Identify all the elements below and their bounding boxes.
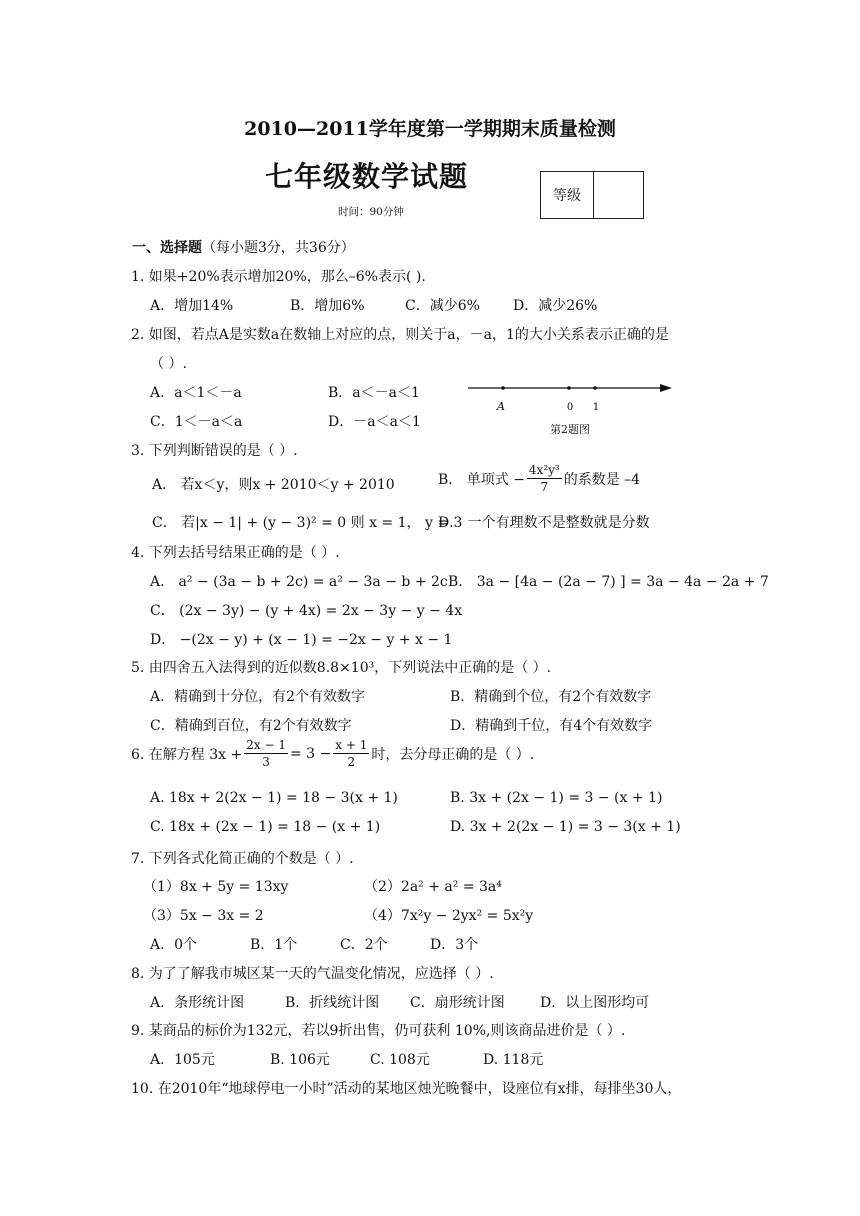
point-one-label: 1 [592, 402, 600, 413]
q2-option-c: C．1＜－a＜a [150, 414, 243, 430]
q5-option-c: C．精确到百位，有2个有效数字 [150, 718, 352, 734]
q9-option-d: D. 118元 [483, 1052, 544, 1068]
q5-option-a: A．精确到十分位，有2个有效数字 [150, 689, 366, 705]
q10-stem: 10. 在2010年“地球停电一小时”活动的某地区烛光晚餐中，设座位有x排，每排坐30人， [131, 1081, 682, 1097]
q3-stem: 3. 下列判断错误的是（ ）. [131, 443, 298, 459]
q1-stem: 1. 如果+20%表示增加20%，那么–6%表示( ). [131, 269, 426, 285]
q7-stem: 7. 下列各式化简正确的个数是（ ）. [131, 851, 354, 867]
q8-option-c: C．扇形统计图 [410, 995, 505, 1011]
point-one-dot [593, 386, 597, 390]
q7-option-a: A．0个 [150, 937, 198, 953]
number-line [466, 378, 676, 418]
section-title: 一、选择题 [132, 240, 202, 256]
q6-option-d: D. 3x + 2(2x − 1) = 3 − 3(x + 1) [450, 819, 681, 835]
q1-option-b: B．增加6% [290, 298, 365, 314]
q5-option-d: D．精确到千位，有4个有效数字 [450, 718, 653, 734]
fraction-numerator: 2x − 1 [246, 738, 286, 752]
grade-box [540, 171, 644, 219]
fraction-denominator: 7 [540, 480, 549, 494]
q6-stem-middle: = 3 − [289, 745, 332, 762]
q7-item-3: （3）5x − 3x = 2 [143, 908, 264, 924]
q8-option-d: D．以上图形均可 [540, 995, 650, 1011]
q7-item-4: （4）7x²y − 2yx² = 5x²y [364, 908, 534, 924]
q2-stem-cont: （ ）. [150, 356, 187, 372]
q6-stem-prefix: 6. 在解方程 3x + [131, 746, 243, 763]
q2-option-b: B．a＜－a＜1 [328, 385, 420, 401]
q3-option-a: A． 若x＜y，则x + 2010＜y + 2010 [152, 477, 395, 493]
q9-option-a: A．105元 [150, 1052, 215, 1068]
exam-title: 2010—2011学年度第一学期期末质量检测 [244, 118, 616, 140]
q6-stem [131, 737, 534, 770]
fraction-numerator: 4x²y³ [528, 463, 560, 477]
q3-option-b [438, 462, 640, 495]
exam-time: 时间：90分钟 [338, 206, 404, 218]
exam-subtitle: 七年级数学试题 [265, 160, 469, 193]
q5-option-b: B．精确到个位，有2个有效数字 [450, 689, 652, 705]
q3-option-d: D． 一个有理数不是整数就是分数 [438, 515, 650, 531]
fraction-denominator: 3 [262, 755, 270, 769]
fraction-denominator: 2 [347, 755, 356, 769]
q4-option-b: B． 3a − [4a − (2a − 7) ] = 3a − 4a − 2a + 7 [448, 574, 769, 590]
q2-stem: 2. 如图，若点A是实数a在数轴上对应的点，则关于a，－a，1的大小关系表示正确的是 [131, 327, 669, 343]
q7-option-c: C．2个 [340, 937, 388, 953]
q3-option-b-suffix: 的系数是 –4 [563, 471, 641, 488]
q6-fraction-1 [244, 737, 288, 770]
q6-stem-suffix: 时，去分母正确的是（ ）. [371, 746, 535, 763]
q4-option-a: A． a² − (3a − b + 2c) = a² − 3a − b + 2c [150, 574, 448, 590]
point-a-dot [501, 386, 505, 390]
q3-option-b-fraction [527, 462, 562, 495]
figure-caption: 第2题图 [550, 423, 590, 436]
q6-option-a: A. 18x + 2(2x − 1) = 18 − 3(x + 1) [150, 790, 398, 806]
q3-option-b-prefix: B． 单项式 − [438, 471, 525, 488]
q1-option-c: C．减少6% [405, 298, 480, 314]
q8-stem: 8. 为了了解我市城区某一天的气温变化情况，应选择（ ）. [131, 966, 494, 982]
q9-stem: 9. 某商品的标价为132元，若以9折出售，仍可获利 10%,则该商品进价是（ ）. [131, 1023, 626, 1039]
q8-option-a: A．条形统计图 [150, 995, 245, 1011]
q4-stem: 4. 下列去括号结果正确的是（ ）. [131, 545, 340, 561]
q1-option-a: A．增加14% [150, 298, 234, 314]
grade-label: 等级 [541, 172, 594, 218]
point-zero-label: 0 [566, 402, 574, 413]
q6-option-b: B. 3x + (2x − 1) = 3 − (x + 1) [450, 790, 663, 806]
section-heading [132, 237, 355, 257]
fraction-numerator: x + 1 [335, 738, 368, 752]
q7-item-1: （1）8x + 5y = 13xy [143, 879, 289, 895]
q9-option-c: C. 108元 [370, 1052, 430, 1068]
q4-option-c: C． (2x − 3y) − (y + 4x) = 2x − 3y − y − 4x [150, 603, 463, 619]
q1-option-d: D．减少26% [513, 298, 598, 314]
q6-fraction-2 [333, 737, 369, 770]
q7-item-2: （2）2a² + a² = 3a⁴ [364, 879, 502, 895]
q3-option-c: C． 若|x − 1| + (y − 3)² = 0 则 x = 1， y = 3 [152, 515, 463, 531]
q4-option-d: D． −(2x − y) + (x − 1) = −2x − y + x − 1 [150, 632, 453, 648]
q8-option-b: B．折线统计图 [285, 995, 380, 1011]
point-zero-dot [567, 386, 571, 390]
point-a-label: A [497, 400, 505, 413]
q9-option-b: B. 106元 [270, 1052, 330, 1068]
q2-option-d: D．－a＜a＜1 [328, 414, 421, 430]
q5-stem: 5. 由四舍五入法得到的近似数8.8×10³，下列说法中正确的是（ ）. [131, 660, 552, 676]
section-note: （每小题3分，共36分） [202, 240, 355, 256]
q6-option-c: C. 18x + (2x − 1) = 18 − (x + 1) [150, 819, 381, 835]
q2-option-a: A．a＜1＜－a [150, 385, 242, 401]
q7-option-d: D．3个 [430, 937, 479, 953]
q7-option-b: B．1个 [250, 937, 298, 953]
